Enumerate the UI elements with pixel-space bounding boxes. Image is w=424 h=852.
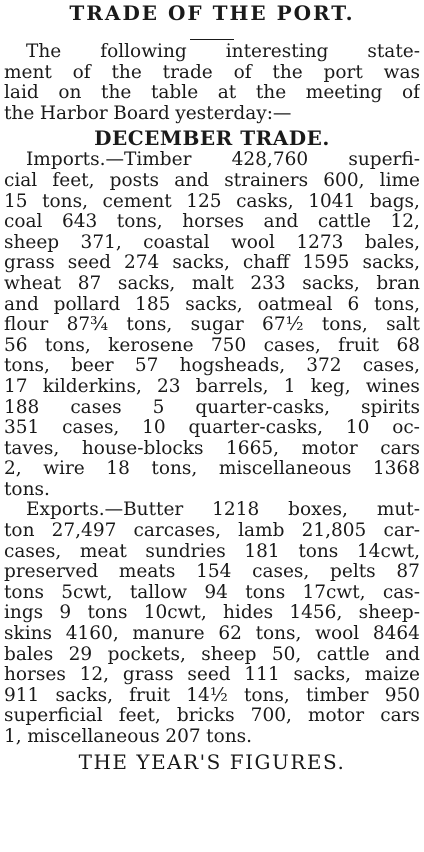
word: tons,	[255, 624, 302, 645]
title-divider	[190, 39, 234, 40]
word: 68	[396, 335, 420, 356]
word: 12,	[390, 212, 420, 233]
word: 94	[204, 582, 228, 603]
exports-line	[4, 665, 420, 686]
word: 6	[347, 294, 360, 315]
word: interesting	[225, 42, 329, 62]
word: 1595	[302, 253, 350, 274]
word: flour	[4, 315, 49, 336]
word: tons,	[243, 685, 290, 706]
word: sacks,	[293, 665, 351, 686]
word: of	[72, 62, 91, 83]
word: The	[26, 42, 62, 62]
imports-line	[4, 150, 420, 171]
word: 14½	[186, 685, 228, 706]
word: 29	[68, 644, 93, 665]
word: 10	[345, 418, 370, 439]
exports-line	[4, 686, 420, 707]
imports-line	[4, 233, 420, 254]
word: cases,	[263, 335, 321, 356]
word: posts	[109, 170, 160, 191]
word: tons,	[42, 191, 88, 212]
word: preserved	[4, 562, 99, 583]
word: grass	[122, 665, 174, 686]
word: at	[217, 83, 237, 104]
imports-line	[4, 377, 420, 398]
word: 23	[157, 376, 181, 397]
word: car-	[383, 521, 420, 542]
word: bricks	[176, 706, 235, 727]
intro-paragraph	[4, 42, 420, 124]
word: sacks,	[302, 273, 360, 294]
word: seed	[187, 665, 231, 686]
imports-line	[4, 171, 420, 192]
word: malt	[191, 273, 234, 294]
word: fruit	[129, 685, 171, 706]
exports-line	[4, 603, 420, 624]
exports-line	[4, 645, 420, 666]
word: kerosene	[108, 335, 194, 356]
word: 9	[59, 603, 72, 624]
imports-line	[4, 295, 420, 316]
word: coastal	[143, 232, 210, 253]
word: and	[385, 644, 420, 665]
word: 428,760	[231, 150, 309, 171]
word: 50,	[271, 644, 302, 665]
word: and	[263, 212, 299, 233]
word: cattle	[317, 212, 371, 233]
word: laid	[4, 83, 39, 104]
word: tons,	[374, 294, 420, 315]
word: the	[255, 83, 287, 104]
word: 372	[306, 356, 342, 377]
exports-line	[4, 562, 420, 583]
word: ton	[4, 521, 35, 542]
word: cars	[380, 438, 420, 459]
word: 1,	[4, 727, 22, 747]
word: bags,	[369, 191, 420, 212]
word: kilderkins,	[42, 376, 142, 397]
word: tons	[298, 541, 339, 562]
word: table	[150, 83, 199, 104]
word: pollard	[53, 294, 121, 315]
word: 185	[135, 294, 171, 315]
word: 207	[165, 727, 201, 747]
word: house-blocks	[81, 438, 204, 459]
word: 62	[218, 624, 242, 645]
word: 700,	[250, 706, 292, 727]
word: maize	[364, 665, 420, 686]
word: 27,497	[51, 521, 117, 542]
word: pelts	[330, 562, 376, 583]
exports-line	[4, 706, 420, 727]
word: tons	[245, 582, 286, 603]
word: carcases,	[133, 521, 221, 542]
word: superficial	[4, 706, 103, 727]
word: skins	[4, 624, 53, 645]
word: 1456,	[289, 603, 343, 624]
word: sundries	[145, 541, 226, 562]
word: tons,	[116, 212, 163, 233]
word: feet,	[52, 170, 95, 191]
word: sacks,	[172, 253, 230, 274]
closing-heading: THE YEAR'S FIGURES.	[78, 749, 346, 774]
word: the	[111, 62, 142, 83]
word: beer	[71, 356, 114, 377]
section-heading: DECEMBER TRADE.	[94, 126, 330, 151]
word: 371,	[80, 232, 122, 253]
word: 233	[250, 273, 286, 294]
word: cases,	[362, 356, 420, 377]
imports-line	[4, 459, 420, 480]
word: 87	[396, 562, 420, 583]
word: the	[101, 83, 132, 104]
word: lamb	[238, 521, 285, 542]
word: wool	[230, 232, 275, 253]
word: 1665,	[226, 438, 279, 459]
word: horses	[4, 665, 66, 686]
word: tons,	[151, 459, 198, 480]
word: 351	[4, 418, 40, 439]
word: and	[174, 170, 210, 191]
imports-paragraph	[4, 150, 420, 500]
word: the	[272, 62, 303, 83]
word: tons	[4, 582, 44, 603]
word: coal	[4, 212, 43, 233]
word: 600,	[323, 170, 365, 191]
word: grass	[4, 253, 55, 274]
word: state-	[367, 42, 420, 62]
word: 2,	[4, 459, 22, 480]
word: wines	[365, 376, 420, 397]
word: 12,	[79, 665, 110, 686]
word: yesterday:—	[175, 103, 292, 124]
word: miscellaneous	[27, 727, 160, 747]
word: following	[100, 42, 187, 62]
word: 750	[210, 335, 247, 356]
word: sacks,	[55, 685, 113, 706]
word: motor	[307, 706, 365, 727]
word: timber	[305, 685, 369, 706]
word: 17	[4, 376, 28, 397]
word: ment	[4, 62, 52, 83]
word: mut-	[376, 500, 420, 521]
intro-line	[4, 63, 420, 84]
newspaper-clipping	[0, 1, 424, 852]
word: ings	[4, 603, 44, 624]
imports-line	[4, 315, 420, 336]
word: sacks,	[185, 294, 243, 315]
word: tallow	[129, 582, 188, 603]
word: boxes,	[288, 500, 348, 521]
word: 1	[283, 376, 296, 397]
word: feet,	[118, 706, 161, 727]
word: tons,	[321, 315, 368, 336]
exports-line	[4, 521, 420, 542]
word: wheat	[4, 273, 62, 294]
exports-line	[4, 624, 420, 645]
imports-line	[4, 192, 420, 213]
intro-line	[4, 104, 420, 125]
word: tons.	[4, 479, 50, 500]
word: 21,805	[301, 521, 367, 542]
word: Board	[113, 103, 170, 124]
word: and	[4, 294, 39, 315]
word: 67½	[262, 315, 304, 336]
word: sheep	[4, 232, 60, 253]
word: 4160,	[65, 624, 119, 645]
word: bran	[376, 273, 420, 294]
word: 1041	[308, 191, 356, 212]
exports-line	[4, 500, 420, 521]
word: Exports.—Butter	[26, 500, 184, 521]
exports-line	[4, 727, 420, 748]
word: horses	[182, 212, 245, 233]
word: hides	[223, 603, 274, 624]
word: bales,	[364, 232, 420, 253]
word: cars	[380, 706, 420, 727]
word: Imports.—Timber	[26, 150, 192, 171]
word: cial	[4, 170, 38, 191]
word: tons	[87, 603, 128, 624]
word: 8464	[372, 624, 420, 645]
exports-line	[4, 583, 420, 604]
word: motor	[301, 438, 358, 459]
exports-line	[4, 542, 420, 563]
word: meeting	[305, 83, 383, 104]
word: 14cwt,	[356, 541, 420, 562]
word: was	[383, 62, 420, 83]
word: 181	[244, 541, 280, 562]
word: superfi-	[348, 150, 420, 171]
word: 1218	[212, 500, 260, 521]
word: seed	[67, 253, 111, 274]
word: sheep	[201, 644, 257, 665]
imports-line	[4, 336, 420, 357]
imports-line	[4, 253, 420, 274]
word: cases,	[4, 541, 62, 562]
word: 10	[142, 418, 166, 439]
intro-line	[4, 42, 420, 63]
word: keg,	[310, 376, 351, 397]
word: chaff	[242, 253, 290, 274]
word: 111	[244, 665, 280, 686]
word: fruit	[338, 335, 380, 356]
word: oatmeal	[257, 294, 333, 315]
word: 911	[4, 685, 40, 706]
word: the	[4, 103, 35, 124]
imports-line	[4, 356, 420, 377]
word: Harbor	[39, 103, 108, 124]
word: quarter-casks,	[195, 397, 330, 418]
word: hogsheads,	[179, 356, 286, 377]
imports-line	[4, 480, 420, 501]
word: 18	[106, 459, 130, 480]
word: 87	[77, 273, 102, 294]
intro-line	[4, 83, 420, 104]
word: barrels,	[195, 376, 269, 397]
word: salt	[386, 315, 420, 336]
word: cases,	[62, 418, 120, 439]
word: cases,	[252, 562, 310, 583]
word: cas-	[382, 582, 420, 603]
word: sacks,	[362, 253, 420, 274]
word: oc-	[392, 418, 420, 439]
word: sacks,	[117, 273, 176, 294]
word: spirits	[361, 397, 420, 418]
word: meats	[118, 562, 176, 583]
word: taves,	[4, 438, 60, 459]
word: meat	[79, 541, 127, 562]
exports-paragraph	[4, 500, 420, 747]
word: 274	[124, 253, 160, 274]
word: tons,	[44, 335, 91, 356]
word: on	[58, 83, 82, 104]
word: 56	[4, 335, 28, 356]
word: 87¾	[66, 315, 109, 336]
word: strainers	[224, 170, 309, 191]
imports-line	[4, 212, 420, 233]
word: 125	[186, 191, 222, 212]
word: lime	[379, 170, 420, 191]
word: 1368	[372, 459, 420, 480]
word: sheep-	[358, 603, 420, 624]
word: 5	[152, 397, 165, 418]
word: cases	[70, 397, 122, 418]
imports-line	[4, 418, 420, 439]
word: wire	[43, 459, 85, 480]
word: wool	[315, 624, 360, 645]
word: 5cwt,	[61, 582, 113, 603]
word: sugar	[190, 315, 244, 336]
word: tons.	[206, 727, 253, 747]
word: 950	[384, 685, 420, 706]
word: casks,	[236, 191, 294, 212]
word: 15	[4, 191, 28, 212]
word: 10cwt,	[143, 603, 207, 624]
word: cattle	[316, 644, 370, 665]
imports-line	[4, 274, 420, 295]
article-title: TRADE OF THE PORT.	[69, 1, 355, 25]
word: cement	[102, 191, 172, 212]
word: 17cwt,	[302, 582, 366, 603]
word: 57	[134, 356, 159, 377]
word: trade	[162, 62, 213, 83]
word: 643	[61, 212, 98, 233]
word: port	[323, 62, 363, 83]
word: tons,	[4, 356, 50, 377]
word: of	[233, 62, 252, 83]
imports-line	[4, 439, 420, 460]
imports-line	[4, 398, 420, 419]
word: 1273	[296, 232, 344, 253]
word: pockets,	[107, 644, 186, 665]
word: bales	[4, 644, 54, 665]
word: quarter-casks,	[188, 418, 324, 439]
word: miscellaneous	[218, 459, 352, 480]
word: tons,	[126, 315, 173, 336]
word: 188	[4, 397, 40, 418]
word: manure	[132, 624, 205, 645]
word: of	[401, 83, 420, 104]
word: 154	[196, 562, 232, 583]
